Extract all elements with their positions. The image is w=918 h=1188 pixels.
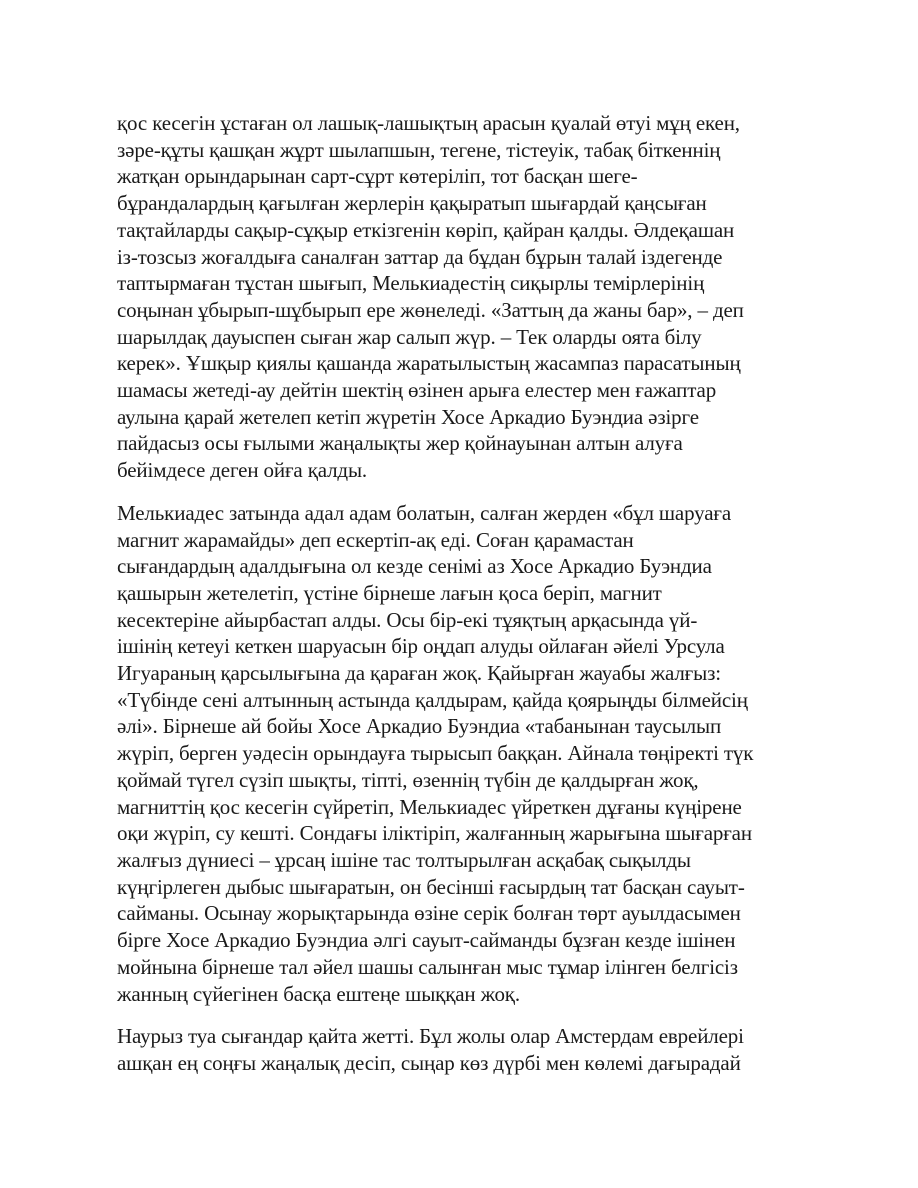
text-line: жанның сүйегінен басқа ештеңе шыққан жоқ. [117, 981, 520, 1006]
text-line: әлі». Бірнеше ай бойы Хосе Аркадио Буэндиа «табанынан таусылып [117, 714, 722, 739]
text-line: керек». Ұшқыр қиялы қашанда жаратылыстың жасампаз парасатының [117, 351, 741, 376]
text-line: қос кесегін ұстаған ол лашық-лашықтың арасын қуалай өтуі мұң екен, [117, 111, 740, 135]
text-line: жатқан орындарынан сарт-сұрт көтеріліп, тот басқан шеге- [117, 164, 638, 189]
paragraph-1 [117, 110, 807, 484]
text-line: «Түбінде сені алтынның астында қалдырам, қайда қоярыңды білмейсің [117, 687, 748, 712]
text-line: магнит жарамайды» деп ескертіп-ақ еді. Соған қарамастан [117, 527, 634, 552]
text-line: Наурыз туа сығандар қайта жетті. Бұл жолы олар Амстердам еврейлері [117, 1024, 744, 1049]
text-line: қашырын жетелетіп, үстіне бірнеше лағын қоса беріп, магнит [117, 580, 662, 605]
text-line: бейімдесе деген ойға қалды. [117, 458, 368, 483]
document-page [117, 110, 807, 1077]
text-line: сайманы. Осынау жорықтарында өзіне серік болған төрт ауылдасымен [117, 901, 741, 926]
paragraph-3 [117, 1023, 807, 1076]
text-line: бұрандалардың қағылған жерлерін қақыратып шығардай қаңсыған [117, 191, 707, 216]
text-line: пайдасыз осы ғылыми жаңалықты жер қойнауынан алтын алуға [117, 431, 683, 456]
text-line: жалғыз дүниесі – ұрсаң ішіне тас толтырылған асқабақ сықылды [117, 847, 691, 872]
text-line: ішінің кетеуі кеткен шаруасын бір оңдап алуды ойлаған әйелі Урсула [117, 634, 725, 659]
text-line: күңгірлеген дыбыс шығаратын, он бесінші ғасырдың тат басқан сауыт- [117, 874, 745, 899]
text-line: із-тозсыз жоғалдыға саналған заттар да бұдан бұрын талай іздегенде [117, 244, 723, 269]
text-line: жүріп, берген уәдесін орындауға тырысып баққан. Айнала төңіректі түк [117, 741, 754, 766]
text-line: магниттің қос кесегін сүйретіп, Мелькиадес үйреткен дұғаны күңірене [117, 794, 742, 819]
text-line: бірге Хосе Аркадио Буэндиа әлгі сауыт-сайманды бұзған кезде ішінен [117, 928, 736, 953]
text-line: таптырмаған тұстан шығып, Мелькиадестің сиқырлы темірлерінің [117, 271, 705, 296]
text-line: кесектеріне айырбастап алды. Осы бір-екі тұяқтың арқасында үй- [117, 607, 698, 632]
text-line: тақтайларды сақыр-сұқыр еткізгенін көріп, қайран қалды. Әлдеқашан [117, 217, 735, 242]
text-line: шамасы жетеді-ау дейтін шектің өзінен арыға елестер мен ғажаптар [117, 378, 717, 403]
text-line: ашқан ең соңғы жаңалық десіп, сыңар көз дүрбі мен көлемі дағырадай [117, 1050, 741, 1075]
text-line: аулына қарай жетелеп кетіп жүретін Хосе Аркадио Буэндиа әзірге [117, 404, 699, 429]
text-line: оқи жүріп, су кешті. Сондағы іліктіріп, жалғанның жарығына шығарған [117, 821, 752, 846]
paragraph-2 [117, 500, 807, 1007]
text-line: Мелькиадес затында адал адам болатын, салған жерден «бұл шаруаға [117, 500, 732, 525]
text-line: мойнына бірнеше тал әйел шашы салынған мыс тұмар ілінген белгісіз [117, 954, 738, 979]
text-line: зәре-құты қашқан жұрт шылапшын, тегене, тістеуік, табақ біткеннің [117, 137, 721, 162]
text-line: шарылдақ дауыспен сыған жар салып жүр. – Тек оларды оята білу [117, 324, 702, 349]
text-line: сығандардың адалдығына ол кезде сенімі аз Хосе Аркадио Буэндиа [117, 554, 712, 579]
text-line: соңынан ұбырып-шұбырып ере жөнеледі. «Заттың да жаны бар», – деп [117, 297, 744, 322]
text-line: қоймай түгел сүзіп шықты, тіпті, өзеннің түбін де қалдырған жоқ, [117, 767, 699, 792]
text-line: Игуараның қарсылығына да қараған жоқ. Қайырған жауабы жалғыз: [117, 661, 721, 686]
